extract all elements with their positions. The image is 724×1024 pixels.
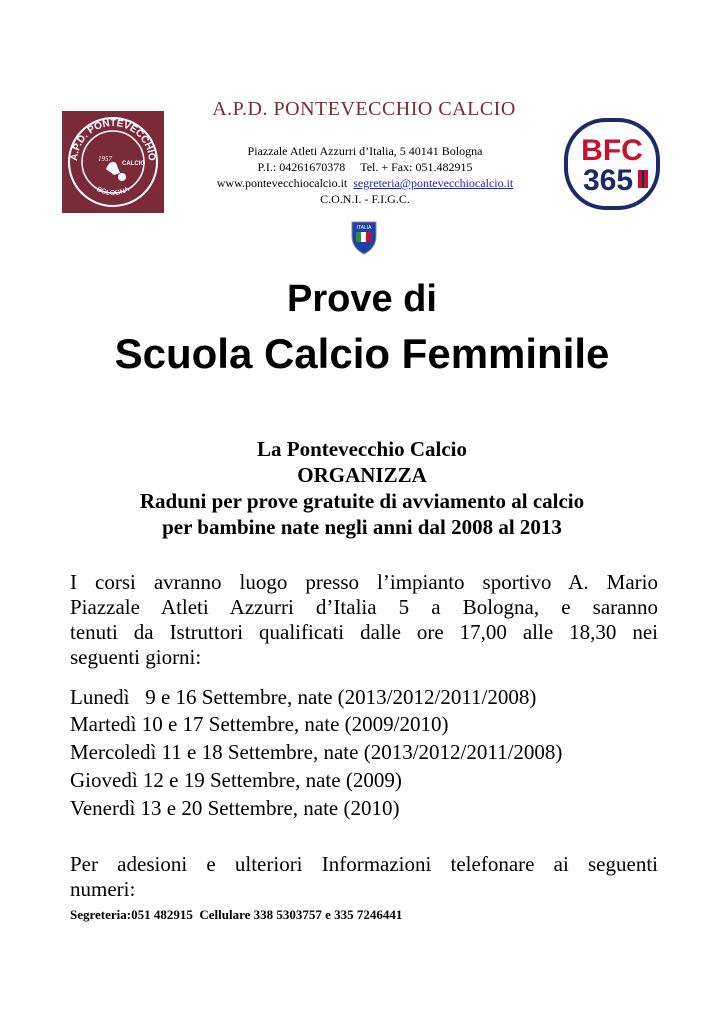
info-line-1: I corsi avranno luogo presso l’impianto sportivo A. Mario	[70, 570, 658, 594]
info-line-3: tenuti da Istruttori qualificati dalle ore 17,00 alle 18,30 nei	[70, 620, 658, 644]
svg-text:BOLOGNA	[96, 186, 131, 197]
announcement-line-4: per bambine nate negli anni dal 2008 al 2013	[162, 515, 562, 539]
website[interactable]: www.pontevecchiocalcio.it	[216, 176, 348, 190]
title-line-2: Scuola Calcio Femminile	[114, 330, 610, 377]
info-paragraph	[70, 570, 658, 670]
schedule-item: Mercoledì 11 e 18 Settembre, nate (2013/2012/2011/2008)	[70, 740, 563, 764]
affiliations: C.O.N.I. - F.I.G.C.	[320, 192, 410, 206]
email-link[interactable]: segreteria@pontevecchiocalcio.it	[353, 176, 514, 190]
announcement-line-3: Raduni per prove gratuite di avviamento al calcio	[139, 489, 585, 513]
schedule-item: Lunedì 9 e 16 Settembre, nate (2013/2012/2011/2008)	[70, 685, 537, 709]
info-line-2: Piazzale Atleti Azzurri d’Italia 5 a Bologna, e saranno	[70, 595, 658, 619]
figc-badge-text: ITALIA	[356, 225, 372, 231]
figc-badge	[349, 218, 379, 258]
club-name: A.P.D. PONTEVECCHIO CALCIO	[212, 98, 516, 120]
logo-left-sub: CALCIO	[122, 161, 145, 167]
logo-left-ring-text: A.P.D. PONTEVECCHIO	[68, 117, 158, 162]
club-logo	[62, 111, 164, 213]
phone-fax: Tel. + Fax: 051.482915	[360, 160, 473, 174]
contact-numbers: Segreteria:051 482915 Cellulare 338 5303757 e 335 7246441	[70, 907, 403, 922]
schedule-item: Giovedì 12 e 19 Settembre, nate (2009)	[70, 768, 402, 792]
logo-left-year: 1957	[98, 155, 112, 163]
vat-number: P.I.: 04261670378	[257, 160, 346, 174]
schedule-item: Martedì 10 e 17 Settembre, nate (2009/2010)	[70, 712, 449, 736]
bfc-text: BFC	[581, 134, 643, 167]
info-line-4: seguenti giorni:	[70, 645, 202, 669]
address: Piazzale Atleti Azzurri d’Italia, 5 40141 Bologna	[247, 144, 483, 158]
logo-left-city: BOLOGNA	[95, 186, 131, 198]
tax-phone-line	[170, 159, 560, 175]
contact-line-1: Per adesioni e ulteriori Informazioni telefonare ai seguenti	[70, 852, 658, 876]
bfc-365-text: 365	[582, 164, 634, 197]
title-line-1: Prove di	[287, 278, 437, 320]
schedule-item: Venerdì 13 e 20 Settembre, nate (2010)	[70, 796, 400, 820]
address-line	[170, 143, 560, 159]
bfc365-logo	[562, 118, 662, 210]
contact-line-2: numeri:	[70, 877, 136, 901]
announcement-line-2: ORGANIZZA	[297, 463, 427, 487]
contact-paragraph	[70, 852, 658, 902]
announcement-line-1: La Pontevecchio Calcio	[257, 437, 467, 461]
web-email-line	[170, 175, 560, 191]
